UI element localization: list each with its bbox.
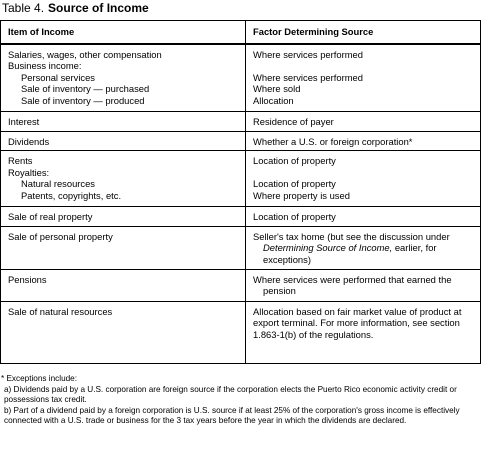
item-text: Sale of natural resources <box>8 305 113 317</box>
factor-cell <box>246 301 481 363</box>
footnote-b: b) Part of a dividend paid by a foreign corporation is U.S. source if at least 25% of the corporation's gross income is effectively connected with a U.S. trade or business for the 3 tax years before the year in which the dividends are declared. <box>4 405 460 426</box>
item-text: Personal services <box>21 71 95 83</box>
factor-text: Allocation <box>253 94 294 106</box>
table-name: Source of Income <box>48 1 149 15</box>
factor-cell <box>246 207 481 227</box>
table-row <box>1 226 481 269</box>
item-cell <box>1 131 246 151</box>
item-cell <box>1 151 246 207</box>
factor-text: Allocation based on fair market value of product at export terminal. For more information, see section 1.863-1(b) of the regulations. <box>253 305 462 340</box>
factor-cell <box>246 112 481 132</box>
factor-text: Where services performed <box>253 48 363 60</box>
factor-text: Where property is used <box>253 189 350 201</box>
table-row <box>1 44 481 112</box>
item-text: Business income: <box>8 60 82 71</box>
item-text: Sale of inventory — produced <box>21 94 145 106</box>
column-header-factor: Factor Determining Source <box>246 21 481 44</box>
item-cell <box>1 207 246 227</box>
item-text: Sale of inventory — purchased <box>21 83 150 94</box>
factor-text: Whether a U.S. or foreign corporation* <box>253 135 413 147</box>
item-cell <box>1 112 246 132</box>
table-row <box>1 207 481 227</box>
factor-cell <box>246 151 481 207</box>
item-text: Pensions <box>8 273 47 285</box>
factor-text: Where sold <box>253 83 301 94</box>
item-text: Royalties: <box>8 166 50 178</box>
item-cell <box>1 44 246 112</box>
item-text: Patents, copyrights, etc. <box>21 189 122 201</box>
item-text: Rents <box>8 155 33 166</box>
column-header-item: Item of Income <box>1 21 246 44</box>
factor-text: Location of property <box>253 155 336 166</box>
table-header-row <box>1 21 481 44</box>
item-cell <box>1 226 246 269</box>
table-row <box>1 151 481 207</box>
factor-text: Location of property <box>253 178 336 189</box>
source-of-income-table <box>0 20 481 364</box>
factor-text: Where services performed <box>253 71 363 83</box>
factor-text: Where services were performed that earned the pension <box>253 273 452 296</box>
table-row <box>1 269 481 301</box>
item-text: Natural resources <box>21 178 95 189</box>
factor-cell <box>246 226 481 269</box>
item-text: Dividends <box>8 135 50 147</box>
item-cell <box>1 269 246 301</box>
factor-text: Location of property <box>253 211 336 222</box>
item-text: Sale of real property <box>8 211 93 222</box>
factor-text: Seller's tax home (but see the discussion under Determining Source of Income, earlier, for exceptions) <box>253 230 450 265</box>
factor-cell <box>246 269 481 301</box>
table-row <box>1 112 481 132</box>
table-title <box>2 1 149 15</box>
cross-reference-link: Determining Source of Income, <box>263 242 393 253</box>
factor-text: Residence of payer <box>253 116 334 127</box>
item-text: Salaries, wages, other compensation <box>8 48 162 60</box>
footnote-a: a) Dividends paid by a U.S. corporation are foreign source if the corporation elects the Puerto Rico economic activity credit or possessions tax credit. <box>4 384 457 405</box>
item-text: Sale of personal property <box>8 230 113 242</box>
footnotes <box>1 374 481 427</box>
item-text: Interest <box>8 116 40 127</box>
table-row <box>1 131 481 151</box>
table-row <box>1 301 481 363</box>
footnote-intro: * Exceptions include: <box>1 374 78 383</box>
item-cell <box>1 301 246 363</box>
factor-cell <box>246 131 481 151</box>
table-number: Table 4. <box>2 1 45 15</box>
factor-cell <box>246 44 481 112</box>
